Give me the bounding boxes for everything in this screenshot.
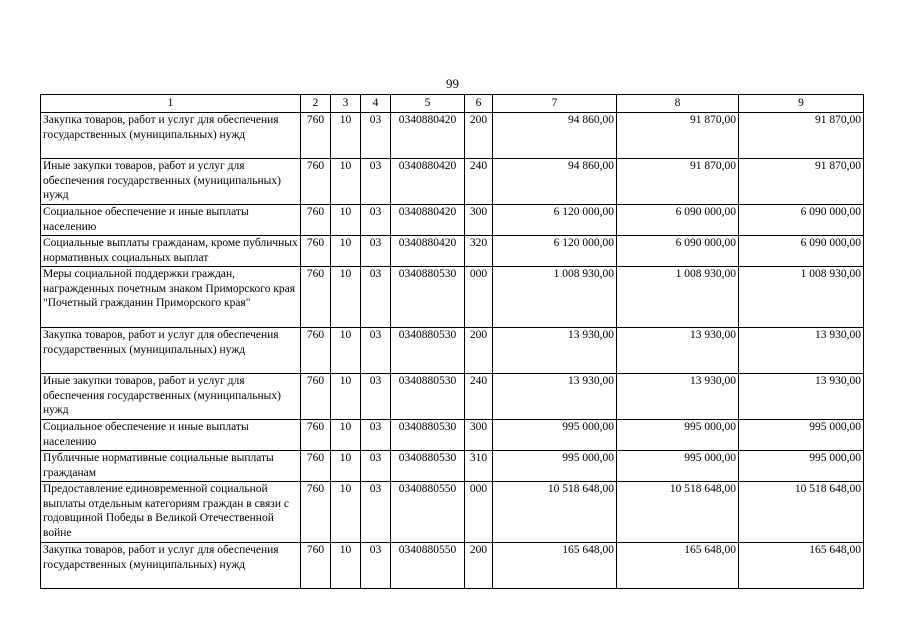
- column-header: 6: [465, 95, 493, 113]
- amount-col7: 995 000,00: [493, 451, 617, 482]
- amount-col8: 13 930,00: [617, 374, 739, 420]
- amount-col9: 995 000,00: [739, 451, 864, 482]
- table-row: [41, 267, 864, 328]
- expense-type-code: 000: [465, 267, 493, 328]
- amount-col8: 6 090 000,00: [617, 236, 739, 267]
- target-code: 0340880550: [391, 482, 465, 543]
- admin-code: 760: [301, 482, 331, 543]
- subsection-code: 03: [361, 482, 391, 543]
- target-code: 0340880420: [391, 205, 465, 236]
- target-code: 0340880420: [391, 236, 465, 267]
- admin-code: 760: [301, 543, 331, 589]
- target-code: 0340880550: [391, 543, 465, 589]
- column-header: 9: [739, 95, 864, 113]
- expense-type-code: 200: [465, 328, 493, 374]
- expense-type-code: 310: [465, 451, 493, 482]
- amount-col8: 10 518 648,00: [617, 482, 739, 543]
- row-name: Социальное обеспечение и иные выплаты населению: [41, 205, 301, 236]
- column-header: 3: [331, 95, 361, 113]
- section-code: 10: [331, 451, 361, 482]
- subsection-code: 03: [361, 236, 391, 267]
- column-header: 7: [493, 95, 617, 113]
- table-row: [41, 113, 864, 159]
- amount-col9: 10 518 648,00: [739, 482, 864, 543]
- amount-col9: 165 648,00: [739, 543, 864, 589]
- amount-col8: 91 870,00: [617, 113, 739, 159]
- admin-code: 760: [301, 328, 331, 374]
- target-code: 0340880530: [391, 451, 465, 482]
- row-name: Публичные нормативные социальные выплаты гражданам: [41, 451, 301, 482]
- target-code: 0340880530: [391, 374, 465, 420]
- amount-col7: 1 008 930,00: [493, 267, 617, 328]
- section-code: 10: [331, 374, 361, 420]
- page-number: 99: [446, 76, 459, 91]
- subsection-code: 03: [361, 159, 391, 205]
- amount-col8: 995 000,00: [617, 451, 739, 482]
- amount-col8: 91 870,00: [617, 159, 739, 205]
- budget-table: [40, 94, 864, 589]
- amount-col8: 13 930,00: [617, 328, 739, 374]
- amount-col9: 91 870,00: [739, 113, 864, 159]
- section-code: 10: [331, 482, 361, 543]
- amount-col9: 6 090 000,00: [739, 236, 864, 267]
- table-row: [41, 159, 864, 205]
- amount-col7: 13 930,00: [493, 328, 617, 374]
- target-code: 0340880530: [391, 328, 465, 374]
- table-row: [41, 205, 864, 236]
- subsection-code: 03: [361, 420, 391, 451]
- amount-col9: 6 090 000,00: [739, 205, 864, 236]
- section-code: 10: [331, 113, 361, 159]
- expense-type-code: 240: [465, 374, 493, 420]
- table-row: [41, 451, 864, 482]
- amount-col8: 1 008 930,00: [617, 267, 739, 328]
- amount-col9: 995 000,00: [739, 420, 864, 451]
- target-code: 0340880530: [391, 267, 465, 328]
- subsection-code: 03: [361, 374, 391, 420]
- admin-code: 760: [301, 374, 331, 420]
- row-name: Иные закупки товаров, работ и услуг для обеспечения государственных (муниципальных) нужд: [41, 374, 301, 420]
- subsection-code: 03: [361, 451, 391, 482]
- row-name: Закупка товаров, работ и услуг для обеспечения государственных (муниципальных) нужд: [41, 543, 301, 589]
- table-row: [41, 374, 864, 420]
- section-code: 10: [331, 267, 361, 328]
- admin-code: 760: [301, 267, 331, 328]
- amount-col9: 1 008 930,00: [739, 267, 864, 328]
- amount-col7: 6 120 000,00: [493, 236, 617, 267]
- amount-col9: 91 870,00: [739, 159, 864, 205]
- column-header: 5: [391, 95, 465, 113]
- column-header: 4: [361, 95, 391, 113]
- row-name: Иные закупки товаров, работ и услуг для обеспечения государственных (муниципальных) нужд: [41, 159, 301, 205]
- admin-code: 760: [301, 113, 331, 159]
- expense-type-code: 320: [465, 236, 493, 267]
- table-row: [41, 543, 864, 589]
- amount-col7: 10 518 648,00: [493, 482, 617, 543]
- amount-col9: 13 930,00: [739, 374, 864, 420]
- expense-type-code: 000: [465, 482, 493, 543]
- admin-code: 760: [301, 420, 331, 451]
- target-code: 0340880420: [391, 159, 465, 205]
- subsection-code: 03: [361, 267, 391, 328]
- table-row: [41, 236, 864, 267]
- amount-col7: 13 930,00: [493, 374, 617, 420]
- table-row: [41, 482, 864, 543]
- target-code: 0340880420: [391, 113, 465, 159]
- row-name: Социальные выплаты гражданам, кроме публичных нормативных социальных выплат: [41, 236, 301, 267]
- expense-type-code: 200: [465, 543, 493, 589]
- expense-type-code: 300: [465, 205, 493, 236]
- expense-type-code: 240: [465, 159, 493, 205]
- amount-col7: 94 860,00: [493, 113, 617, 159]
- table-row: [41, 328, 864, 374]
- expense-type-code: 300: [465, 420, 493, 451]
- section-code: 10: [331, 328, 361, 374]
- admin-code: 760: [301, 205, 331, 236]
- amount-col8: 6 090 000,00: [617, 205, 739, 236]
- section-code: 10: [331, 236, 361, 267]
- amount-col8: 165 648,00: [617, 543, 739, 589]
- admin-code: 760: [301, 159, 331, 205]
- amount-col7: 6 120 000,00: [493, 205, 617, 236]
- subsection-code: 03: [361, 113, 391, 159]
- section-code: 10: [331, 205, 361, 236]
- column-header: 2: [301, 95, 331, 113]
- column-header: 8: [617, 95, 739, 113]
- amount-col8: 995 000,00: [617, 420, 739, 451]
- admin-code: 760: [301, 451, 331, 482]
- section-code: 10: [331, 543, 361, 589]
- section-code: 10: [331, 420, 361, 451]
- admin-code: 760: [301, 236, 331, 267]
- subsection-code: 03: [361, 205, 391, 236]
- header-row: [41, 95, 864, 113]
- row-name: Предоставление единовременной социальной выплаты отдельным категориям граждан в связи с годовщиной Победы в Великой Отечественной войне: [41, 482, 301, 543]
- row-name: Меры социальной поддержки граждан, награжденных почетным знаком Приморского края "Почетный гражданин Приморского края": [41, 267, 301, 328]
- target-code: 0340880530: [391, 420, 465, 451]
- section-code: 10: [331, 159, 361, 205]
- amount-col7: 94 860,00: [493, 159, 617, 205]
- row-name: Закупка товаров, работ и услуг для обеспечения государственных (муниципальных) нужд: [41, 328, 301, 374]
- row-name: Социальное обеспечение и иные выплаты населению: [41, 420, 301, 451]
- column-header: 1: [41, 95, 301, 113]
- expense-type-code: 200: [465, 113, 493, 159]
- amount-col9: 13 930,00: [739, 328, 864, 374]
- subsection-code: 03: [361, 328, 391, 374]
- subsection-code: 03: [361, 543, 391, 589]
- amount-col7: 165 648,00: [493, 543, 617, 589]
- row-name: Закупка товаров, работ и услуг для обеспечения государственных (муниципальных) нужд: [41, 113, 301, 159]
- table-row: [41, 420, 864, 451]
- amount-col7: 995 000,00: [493, 420, 617, 451]
